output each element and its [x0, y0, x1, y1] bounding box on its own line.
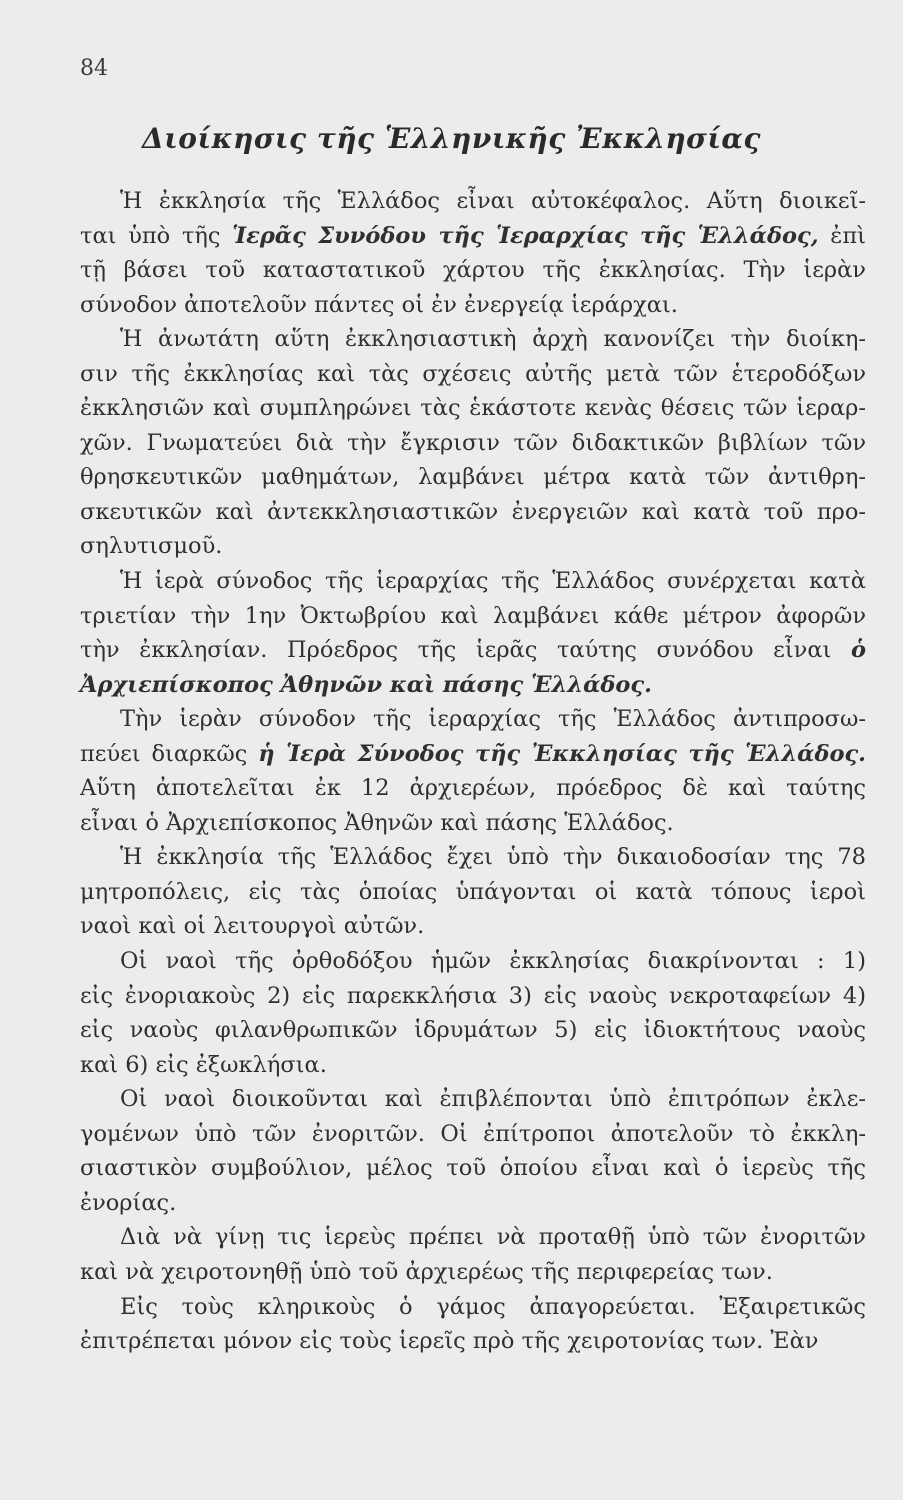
text-segment: εἰς ναοὺς φιλανθρωπικῶν ἱδρυμάτων 5) εἰς ἰδιοκτήτους ναοὺς — [80, 1017, 866, 1044]
text-segment: σιν τῆς ἐκκλησίας καὶ τὰς σχέσεις αὐτῆς μετὰ τῶν ἑτεροδόξων — [80, 360, 866, 387]
paragraph — [80, 1290, 866, 1359]
text-segment: Ἡ ἐκκλησία τῆς Ἑλλάδος ἔχει ὑπὸ τὴν δικαιοδοσίαν της 78 — [120, 844, 866, 871]
text-line — [80, 495, 866, 530]
text-segment: Εἰς τοὺς κληρικοὺς ὁ γάμος ἀπαγορεύεται. Ἐξαιρετικῶς — [120, 1293, 866, 1320]
text-line — [80, 909, 866, 944]
text-line — [80, 1013, 866, 1048]
text-line — [80, 840, 866, 875]
text-line — [80, 1117, 866, 1152]
emphasis-text: ὁ — [850, 637, 866, 664]
emphasis-text: ἡ Ἱερὰ Σύνοδος τῆς Ἐκκλησίας τῆς Ἑλλάδος. — [258, 740, 866, 767]
text-line — [80, 529, 866, 564]
text-segment: πεύει διαρκῶς — [80, 740, 259, 767]
text-line — [80, 1048, 866, 1083]
text-segment: ἐπὶ — [818, 222, 866, 249]
text-segment: Ἡ ἱερὰ σύνοδος τῆς ἱεραρχίας τῆς Ἑλλάδος συνέρχεται κατὰ — [120, 568, 866, 595]
text-line — [80, 702, 866, 737]
text-segment: ἐπιτρέπεται μόνον εἰς τοὺς ἱερεῖς πρὸ τῆς χειροτονίας των. Ἐὰν — [80, 1328, 819, 1355]
emphasis-text: Ἀρχιεπίσκοπος Ἀθηνῶν καὶ πάσης Ἑλλάδος. — [80, 671, 652, 698]
text-line — [80, 771, 866, 806]
text-segment: τὴν ἐκκλησίαν. Πρόεδρος τῆς ἱερᾶς ταύτης συνόδου εἶναι — [80, 637, 851, 664]
text-segment: ναοὶ καὶ οἱ λειτουργοὶ αὐτῶν. — [80, 913, 425, 940]
text-line — [80, 1290, 866, 1325]
body-text — [80, 184, 866, 1359]
text-line — [80, 979, 866, 1014]
text-line — [80, 357, 866, 392]
page-title: Διοίκησις τῆς Ἑλληνικῆς Ἐκκλησίας — [142, 122, 761, 155]
text-line — [80, 944, 866, 979]
text-segment: Ἡ ἀνωτάτη αὕτη ἐκκλησιαστικὴ ἀρχὴ κανονίζει τὴν διοίκη- — [120, 326, 866, 353]
text-segment: τῇ βάσει τοῦ καταστατικοῦ χάρτου τῆς ἐκκλησίας. Τὴν ἱερὰν — [80, 257, 866, 284]
text-line — [80, 426, 866, 461]
text-line — [80, 391, 866, 426]
text-segment: καὶ 6) εἰς ἐξωκλήσια. — [80, 1051, 327, 1078]
text-line — [80, 633, 866, 668]
text-line — [80, 1255, 866, 1290]
paragraph — [80, 184, 866, 322]
text-segment: Οἱ ναοὶ τῆς ὀρθοδόξου ἡμῶν ἐκκλησίας διακρίνονται : 1) — [120, 948, 866, 975]
text-line — [80, 1151, 866, 1186]
text-line — [80, 1220, 866, 1255]
text-segment: καὶ νὰ χειροτονηθῇ ὑπὸ τοῦ ἀρχιερέως τῆς περιφερείας των. — [80, 1258, 773, 1285]
text-segment: Τὴν ἱερὰν σύνοδον τῆς ἱεραρχίας τῆς Ἑλλάδος ἀντιπροσω- — [120, 706, 866, 733]
paragraph — [80, 322, 866, 564]
text-line — [80, 1186, 866, 1221]
text-line — [80, 599, 866, 634]
paragraph — [80, 1220, 866, 1289]
paragraph — [80, 1082, 866, 1220]
text-line — [80, 875, 866, 910]
text-line — [80, 460, 866, 495]
text-segment: ται ὑπὸ τῆς — [80, 222, 233, 249]
text-segment: σύνοδον ἀποτελοῦν πάντες οἱ ἐν ἐνεργείᾳ ἱεράρχαι. — [80, 291, 678, 318]
text-segment: Ἡ ἐκκλησία τῆς Ἑλλάδος εἶναι αὐτοκέφαλος. Αὕτη διοικεῖ- — [120, 188, 866, 214]
paragraph — [80, 702, 866, 840]
text-line — [80, 184, 866, 219]
text-segment: θρησκευτικῶν μαθημάτων, λαμβάνει μέτρα κατὰ τῶν ἀντιθρη- — [80, 464, 866, 491]
text-segment: σκευτικῶν καὶ ἀντεκκλησιαστικῶν ἐνεργειῶν καὶ κατὰ τοῦ προ- — [80, 498, 866, 525]
paragraph — [80, 944, 866, 1082]
text-segment: σηλυτισμοῦ. — [80, 533, 223, 560]
page-number: 84 — [80, 56, 108, 81]
paragraph — [80, 840, 866, 944]
text-line — [80, 288, 866, 323]
text-line — [80, 253, 866, 288]
text-segment: ἐκκλησιῶν καὶ συμπληρώνει τὰς ἑκάστοτε κενὰς θέσεις τῶν ἱεραρ- — [80, 395, 866, 422]
text-segment: ἐνορίας. — [80, 1189, 177, 1216]
text-segment: γομένων ὑπὸ τῶν ἐνοριτῶν. Οἱ ἐπίτροποι ἀποτελοῦν τὸ ἐκκλη- — [80, 1120, 866, 1147]
text-line — [80, 1324, 866, 1359]
paragraph — [80, 564, 866, 702]
text-segment: μητροπόλεις, εἰς τὰς ὁποίας ὑπάγονται οἱ κατὰ τόπους ἱεροὶ — [80, 878, 866, 905]
text-line — [80, 564, 866, 599]
text-segment: Διὰ νὰ γίνῃ τις ἱερεὺς πρέπει νὰ προταθῇ ὑπὸ τῶν ἐνοριτῶν — [120, 1224, 866, 1251]
text-line — [80, 806, 866, 841]
text-segment: Αὕτη ἀποτελεῖται ἐκ 12 ἀρχιερέων, πρόεδρος δὲ καὶ ταύτης — [80, 775, 866, 802]
text-segment: εἶναι ὁ Ἀρχιεπίσκοπος Ἀθηνῶν καὶ πάσης Ἑλλάδος. — [80, 809, 674, 836]
text-line — [80, 668, 866, 703]
text-line — [80, 322, 866, 357]
emphasis-text: Ἱερᾶς Συνόδου τῆς Ἱεραρχίας τῆς Ἑλλάδος, — [232, 222, 819, 249]
text-segment: χῶν. Γνωματεύει διὰ τὴν ἔγκρισιν τῶν διδακτικῶν βιβλίων τῶν — [80, 429, 866, 456]
text-line — [80, 1082, 866, 1117]
text-segment: Οἱ ναοὶ διοικοῦνται καὶ ἐπιβλέπονται ὑπὸ ἐπιτρόπων ἐκλε- — [120, 1086, 866, 1113]
text-line — [80, 737, 866, 772]
text-line — [80, 219, 866, 254]
text-segment: εἰς ἐνοριακοὺς 2) εἰς παρεκκλήσια 3) εἰς ναοὺς νεκροταφείων 4) — [80, 982, 866, 1009]
text-segment: τριετίαν τὴν 1ην Ὀκτωβρίου καὶ λαμβάνει κάθε μέτρον ἀφορῶν — [80, 602, 866, 629]
text-segment: σιαστικὸν συμβούλιον, μέλος τοῦ ὁποίου εἶναι καὶ ὁ ἱερεὺς τῆς — [80, 1155, 866, 1182]
